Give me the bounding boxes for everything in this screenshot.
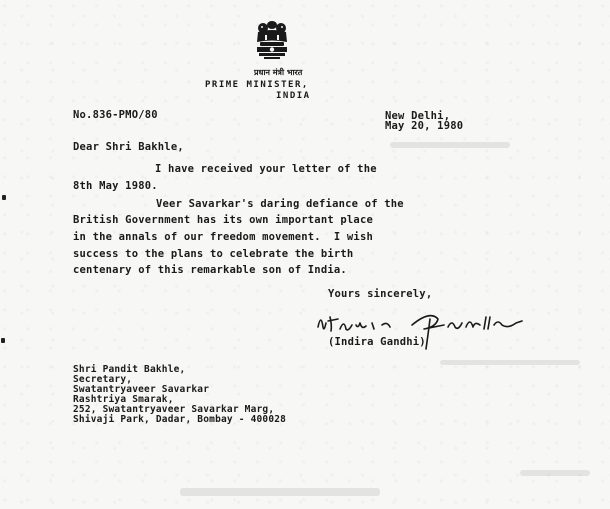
signatory-name: (Indira Gandhi) — [328, 336, 426, 348]
scan-smudge — [440, 360, 580, 365]
body-line: centenary of this remarkable son of India. — [73, 264, 347, 276]
closing: Yours sincerely, — [328, 288, 433, 300]
letterhead-title: PRIME MINISTER, — [205, 80, 309, 90]
body-line: success to the plans to celebrate the birth — [73, 248, 354, 260]
address-line: 252, Swatantryaveer Savarkar Marg, — [73, 404, 275, 415]
scan-smudge — [520, 470, 590, 476]
letter-place: New Delhi, — [385, 110, 451, 122]
address-line: Shivaji Park, Dadar, Bombay - 400028 — [73, 414, 287, 425]
address-line: Swatantryaveer Savarkar — [73, 384, 210, 395]
address-line: Secretary, — [73, 374, 133, 385]
address-line: Rashtriya Smarak, — [73, 394, 174, 405]
binding-hole-mark — [2, 195, 6, 200]
letter-date: May 20, 1980 — [385, 120, 464, 132]
body-line: in the annals of our freedom movement. I wish — [73, 231, 373, 243]
letterhead-hindi: प्रधान मंत्री भारत — [254, 68, 303, 77]
body-line: 8th May 1980. — [73, 180, 158, 192]
binding-hole-mark — [1, 338, 5, 343]
letterhead-country: INDIA — [276, 91, 311, 101]
address-line: Shri Pandit Bakhle, — [73, 364, 186, 375]
body-line: British Government has its own important place — [73, 214, 373, 226]
national-emblem-icon — [247, 18, 297, 62]
scan-smudge — [390, 142, 510, 148]
body-line: Veer Savarkar's daring defiance of the — [156, 198, 404, 210]
body-line: I have received your letter of the — [155, 163, 377, 175]
salutation: Dear Shri Bakhle, — [73, 141, 184, 153]
reference-number: No.836-PMO/80 — [73, 109, 158, 121]
scan-smudge — [180, 488, 380, 496]
